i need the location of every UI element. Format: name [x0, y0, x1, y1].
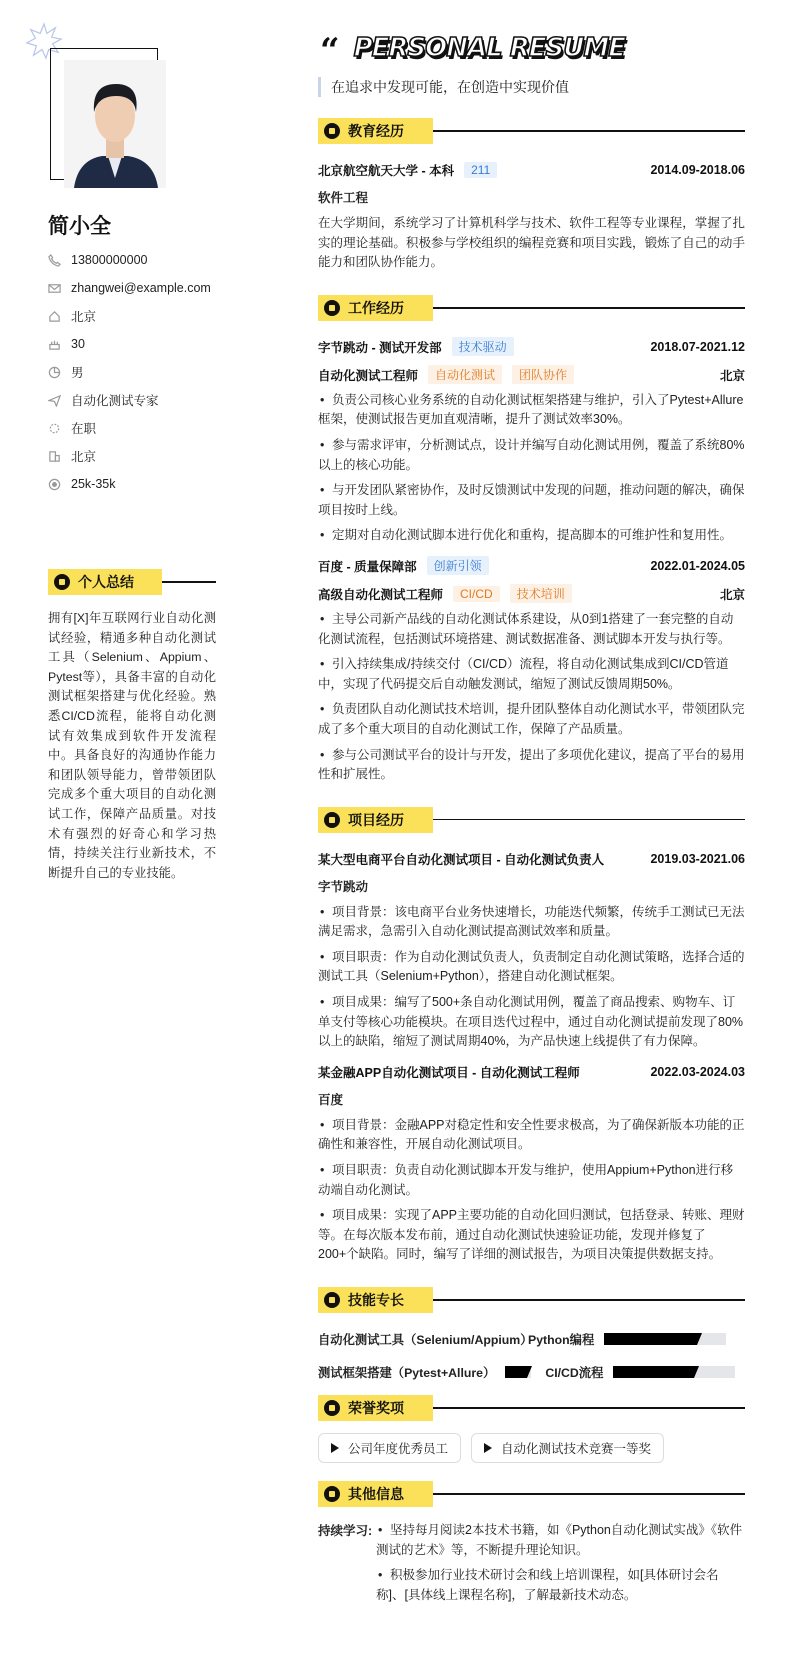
skill-bar-fill: [604, 1333, 697, 1345]
candidate-name: 简小全: [48, 215, 111, 238]
contact-phone: 13800000000: [48, 246, 211, 274]
project-item: 某金融APP自动化测试项目 - 自动化测试工程师 2022.03-2024.03 百度 • 项目背景：金融APP对稳定性和安全性要求极高，为了确保新版本功能的正确性和兼容性，开展自动化测试项目。 • 项目职责：负责自动化测试脚本开发与维护，使用Appium+Python进行移动端自动化测试。 • 项目成果：实现了APP主要功能的自动化回归测试，包括登录、转账、理财等。在每次版本发布前，通过自动化测试快速验证功能，发现并修复了200+个缺陷。同时，编写了详细的测试报告，为项目决策提供数据支持。: [318, 1062, 745, 1265]
contact-gender: 男: [48, 358, 211, 386]
contact-position: 自动化测试专家: [48, 386, 211, 414]
summary-text: 拥有[X]年互联网行业自动化测试经验，精通多种自动化测试工具（Selenium、Appium、Pytest等），具备丰富的自动化测试框架搭建与优化经验。熟悉CI/CD流程，能将自动化测试有效集成到软件开发流程中。具备良好的沟通协作能力和团队领导能力，曾带领团队完成多个重大项目的自动化测试工作，保障产品质量。对技术有强烈的好奇心和学习热情，持续关注行业新技术，不断提升自己的专业技能。: [48, 611, 216, 880]
education-desc: 在大学期间，系统学习了计算机科学与技术、软件工程等专业课程，掌握了扎实的理论基础。积极参与学校组织的编程竞赛和项目实践，锻炼了自己的动手能力和团队协作能力。: [318, 216, 745, 270]
gender-icon: [48, 366, 61, 379]
honor-item[interactable]: 自动化测试技术竞赛一等奖: [471, 1433, 664, 1463]
skill-bar: [604, 1333, 726, 1345]
skill-name: 自动化测试工具（Selenium/Appium）: [318, 1333, 533, 1347]
skill-name: Python编程: [528, 1333, 595, 1347]
mail-icon: [48, 282, 61, 295]
section-header-projects: 项目经历: [318, 807, 745, 833]
honor-item[interactable]: 公司年度优秀员工: [318, 1433, 461, 1463]
skill-bar-fill: [613, 1366, 694, 1378]
school-tag: 211: [464, 162, 497, 178]
play-icon: [484, 1443, 492, 1453]
skill-bar: [613, 1366, 735, 1378]
building-icon: [48, 450, 61, 463]
main-column: [318, 118, 745, 1631]
user-icon: [54, 574, 70, 590]
skill-bar-fill: [505, 1366, 527, 1378]
info-icon: [324, 1486, 340, 1502]
salary-icon: [48, 478, 61, 491]
send-icon: [48, 394, 61, 407]
project-item: 某大型电商平台自动化测试项目 - 自动化测试负责人 2019.03-2021.06 字节跳动 • 项目背景：该电商平台业务快速增长，功能迭代频繁，传统手工测试已无法满足需求，急需引入自动化测试提高测试效率和质量。 • 项目职责：作为自动化测试负责人，负责制定自动化测试策略，选择合适的测试工具（Selenium+Python），搭建自动化测试框架。 • 项目成果：编写了500+条自动化测试用例，覆盖了商品搜索、购物车、订单支付等核心功能模块。在项目迭代过程中，通过自动化测试提前发现了80%以上的缺陷，缩短了测试周期40%，为产品快速上线提供了有力保障。: [318, 849, 745, 1052]
skill-name: CI/CD流程: [545, 1366, 604, 1380]
contact-email: zhangwei@example.com: [48, 274, 211, 302]
projects-section: [318, 807, 745, 1265]
bar-chart-icon: [324, 1292, 340, 1308]
school-name: 北京航空航天大学 - 本科: [318, 164, 455, 178]
contact-list: [48, 246, 211, 498]
summary-section: [48, 569, 216, 883]
contact-age: 30: [48, 330, 211, 358]
section-header-honors: 荣誉奖项: [318, 1395, 745, 1421]
section-header-skills: 技能专长: [318, 1287, 745, 1313]
contact-status: 在职: [48, 414, 211, 442]
quote-icon: “: [320, 31, 340, 71]
skill-name: 测试框架搭建（Pytest+Allure）: [318, 1366, 496, 1380]
skills-section: [318, 1287, 745, 1382]
major: 软件工程: [318, 191, 369, 205]
work-item: 字节跳动 - 测试开发部 技术驱动 2018.07-2021.12 自动化测试工程师 自动化测试 团队协作 北京 • 负责公司核心业务系统的自动化测试框架搭建与维护，引入了Pytest+Allure框架，使测试报告更加直观清晰，提升了测试效率30%。 • 参与需求评审，分析测试点，设计并编写自动化测试用例，覆盖了系统80%以上的核心功能。 • 与开发团队紧密协作，及时反馈测试中发现的问题，推动问题的解决，确保项目按时上线。 • 定期对自动化测试脚本进行优化和重构，提高脚本的可维护性和复用性。: [318, 337, 745, 546]
work-item: 百度 - 质量保障部 创新引领 2022.01-2024.05 高级自动化测试工程师 CI/CD 技术培训 北京 • 主导公司新产品线的自动化测试体系建设，从0到1搭建了一套完整的自动化测试流程，包括测试环境搭建、测试数据准备、测试脚本开发与执行等。 • 引入持续集成/持续交付（CI/CD）流程，将自动化测试集成到CI/CD管道中，实现了代码提交后自动触发测试，缩短了测试反馈周期50%。 • 负责团队自动化测试技术培训，提升团队整体自动化测试水平，带领团队完成了多个重大项目的自动化测试工作，保障了产品质量。 • 参与公司测试平台的设计与开发，提出了多项优化建议，提高了平台的易用性和扩展性。: [318, 556, 745, 785]
education-date: 2014.09-2018.06: [650, 163, 745, 177]
briefcase-icon: [324, 300, 340, 316]
skill-bar: [505, 1366, 531, 1378]
phone-icon: [48, 254, 61, 267]
award-icon: [324, 1400, 340, 1416]
grid-icon: [324, 812, 340, 828]
section-header-work: 工作经历: [318, 295, 745, 321]
section-header-education: 教育经历: [318, 118, 745, 144]
education-section: [318, 118, 745, 273]
contact-work-city: 北京: [48, 442, 211, 470]
contact-location: 北京: [48, 302, 211, 330]
contact-salary: 25k-35k: [48, 470, 211, 498]
other-section: 其他信息 持续学习: • 坚持每月阅读2本技术书籍，如《Python自动化测试实战》《软件测试的艺术》等，不断提升理论知识。 • 积极参加行业技术研讨会和线上培训课程，如[具体研讨会名称]、[具体线上课程名称]，了解最新技术动态。: [318, 1481, 745, 1611]
work-section: [318, 295, 745, 785]
home-icon: [48, 310, 61, 323]
honors-section: [318, 1395, 745, 1463]
status-icon: [48, 422, 61, 435]
section-header-summary: 个人总结: [48, 569, 216, 595]
section-header-other: 其他信息: [318, 1481, 745, 1507]
other-label: 持续学习:: [318, 1524, 373, 1538]
resume-title: “ PERSONAL RESUME: [320, 31, 625, 71]
tagline: 在追求中发现可能，在创造中实现价值: [318, 77, 569, 97]
play-icon: [331, 1443, 339, 1453]
cake-icon: [48, 338, 61, 351]
profile-photo: [64, 60, 166, 188]
graduation-cap-icon: [324, 123, 340, 139]
